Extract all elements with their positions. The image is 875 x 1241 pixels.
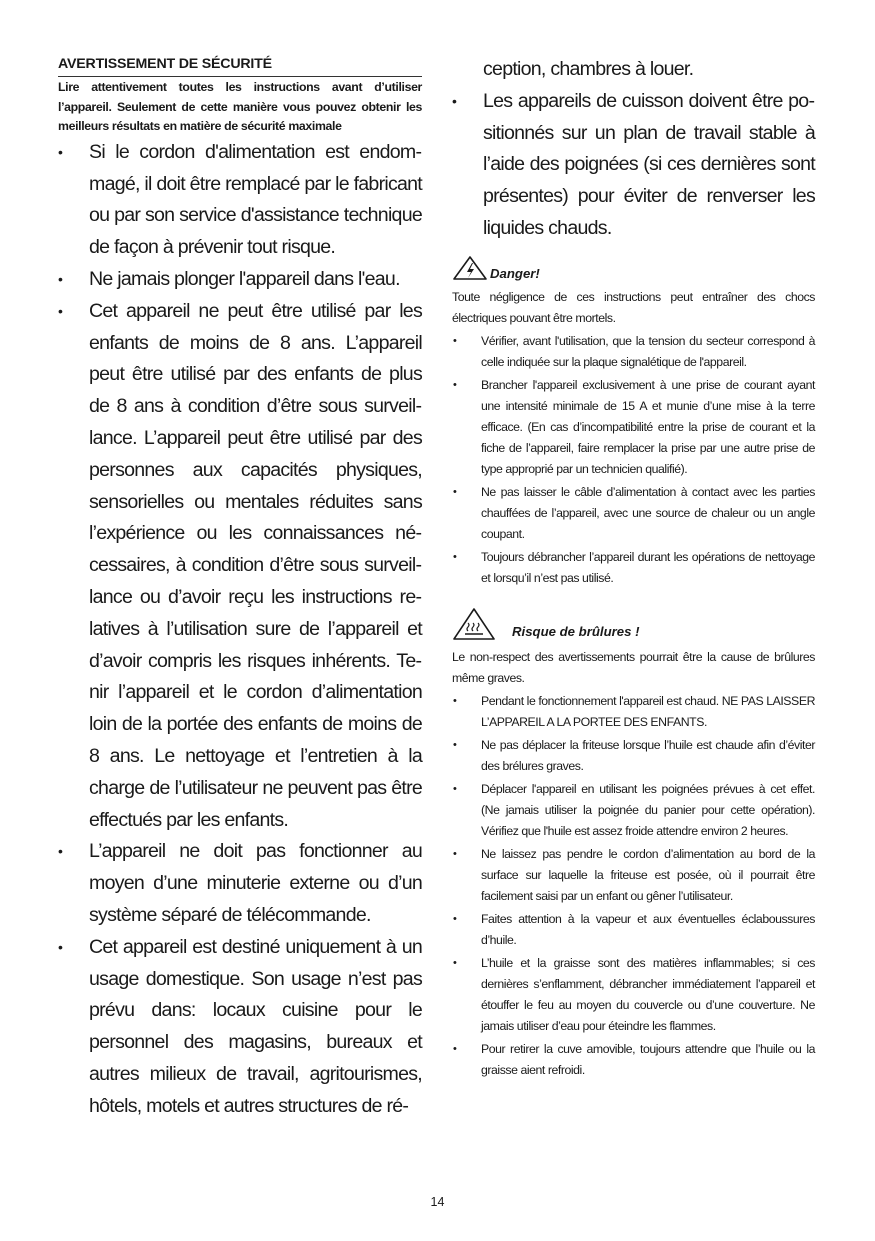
list-item: • L’huile et la graisse sont des matières inflammables; si ces dernières s’enflamment, débrancher immédiatement l’appareil et étouffer le feu au moyen du couvercle ou d’une couverture. Ne jamais utiliser d’eau pour éteindre les flammes.	[452, 953, 815, 1037]
list-item: • Faites attention à la vapeur et aux éventuelles éclaboussures d’huile.	[452, 909, 815, 951]
list-item: • L’appareil ne doit pas fonctionner au moyen d’une minuterie externe ou d’un système séparé de télécommande.	[58, 836, 422, 931]
right-column	[452, 56, 815, 1081]
danger-warning-title	[452, 255, 815, 281]
intro-paragraph: Lire attentivement toutes les instructions avant d’utiliser l’appareil. Seulement de cette manière vous pouvez obtenir les meilleurs résultats en matière de sécurité maximale	[58, 80, 422, 134]
page-number: 14	[430, 1195, 445, 1209]
list-item: • Ne jamais plonger l'appareil dans l'eau.	[58, 264, 422, 296]
burn-bullet-list	[452, 691, 815, 1081]
burn-paragraph: Le non-respect des avertissements pourrait être la cause de brûlures même graves.	[452, 649, 815, 685]
burn-label: Risque de brûlures !	[512, 623, 640, 639]
danger-paragraph: Toute négligence de ces instructions peut entraîner des chocs électriques pouvant être mortels.	[452, 289, 815, 325]
list-item: • Pour retirer la cuve amovible, toujours attendre que l’huile ou la graisse aient refroidi.	[452, 1039, 815, 1081]
list-item: • Déplacer l'appareil en utilisant les poignées prévues à cet effet. (Ne jamais utiliser la poignée du panier pour cette opération). Vérifiez que l'huile est assez froide attendre environ 2 heures.	[452, 779, 815, 842]
list-item: • Ne laissez pas pendre le cordon d’alimentation au bord de la surface sur laquelle la friteuse est posée, où il pourrait être facilement saisi par un enfant ou gêner l’utilisateur.	[452, 844, 815, 907]
list-item: • Ne pas laisser le câble d’alimentation à contact avec les parties chauffées de l’appareil, avec une source de chaleur ou un angle coupant.	[452, 482, 815, 545]
list-item: • Cet appareil est destiné uniquement à un usage domestique. Son usage n’est pas prévu dans: locaux cuisine pour le personnel des magasins, bureaux et autres milieux de travail, agritourismes, hôtels, motels et autres structures de ré-	[58, 932, 422, 1123]
section-heading: AVERTISSEMENT DE SÉCURITÉ	[58, 56, 422, 77]
continued-text: ception, chambres à louer.	[483, 58, 694, 80]
list-item: • Si le cordon d'alimentation est endommagé, il doit être remplacé par le fabricant ou par son service d'assistance technique de façon à prévenir tout risque.	[58, 137, 422, 264]
danger-bullet-list	[452, 331, 815, 589]
hot-surface-icon	[452, 607, 496, 641]
list-item: • Pendant le fonctionnement l'appareil est chaud. NE PAS LAISSER L’APPAREIL A LA PORTEE DES ENFANTS.	[452, 691, 815, 733]
left-bullet-list	[58, 137, 422, 1123]
list-item: • Brancher l'appareil exclusivement à une prise de courant ayant une intensité minimale de 15 A et munie d’une mise à la terre efficace. (En cas d’incompatibilité entre la prise de courant et la fiche de l’appareil, faire remplacer la prise par une autre prise de type approprié par un technicien qualifié).	[452, 375, 815, 480]
right-bullet-list	[452, 86, 815, 245]
burn-warning-title	[452, 607, 815, 641]
list-item: • Vérifier, avant l'utilisation, que la tension du secteur correspond à celle indiquée sur la plaque signalétique de l'appareil.	[452, 331, 815, 373]
list-item: • Ne pas déplacer la friteuse lorsque l’huile est chaude afin d’éviter des brélures graves.	[452, 735, 815, 777]
list-item: • Cet appareil ne peut être utilisé par les enfants de moins de 8 ans. L’appareil peut être utilisé par des enfants de plus de 8 ans à condition d’être sous surveillance. L’appareil peut être utilisé par des personnes aux capacités physiques, sensorielles ou mentales réduites sans l’expérience ou les connaissances nécessaires, à condition d’être sous surveillance ou d’avoir reçu les instructions relatives à l’utilisation sure de l’appareil et d’avoir compris les risques inhérents. Tenir l’appareil et le cordon d’alimentation loin de la portée des enfants de moins de 8 ans. Le nettoyage et l’entretien à la charge de l’utilisateur ne peuvent pas être effectués par les enfants.	[58, 296, 422, 837]
left-column	[58, 56, 422, 1122]
list-item: • Les appareils de cuisson doivent être positionnés sur un plan de travail stable à l’aide des poignées (si ces dernières sont présentes) pour éviter de renverser les liquides chauds.	[452, 86, 815, 245]
danger-label: Danger!	[490, 265, 540, 281]
electric-hazard-icon	[452, 255, 488, 281]
list-item: • Toujours débrancher l’appareil durant les opérations de nettoyage et lorsqu’il n’est pas utilisé.	[452, 547, 815, 589]
